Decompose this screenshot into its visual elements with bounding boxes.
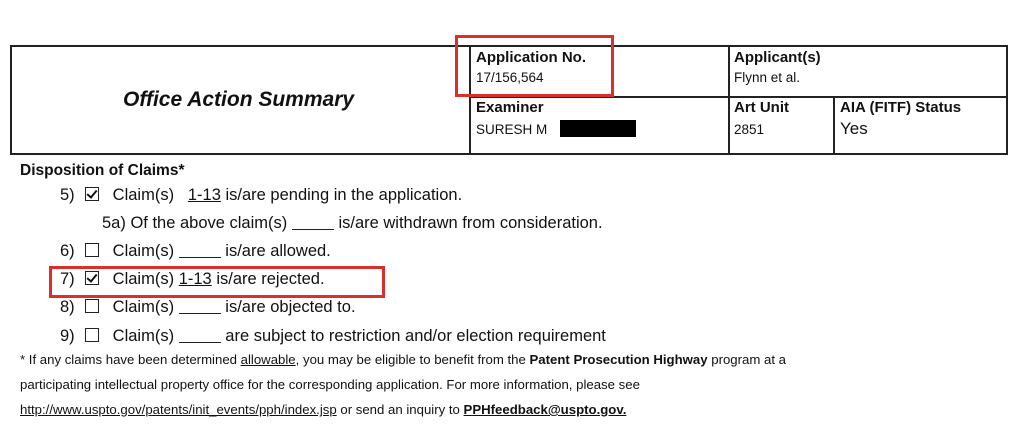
claim-text-before: Of the above claim(s)	[130, 214, 288, 232]
table-left-border	[10, 45, 12, 155]
claim-status-text: is/are allowed.	[225, 242, 331, 260]
footnote-text: * If any claims have been determined	[20, 352, 241, 367]
claim-row-5	[60, 186, 462, 205]
claim-numbers: 1-13	[178, 270, 212, 288]
aia-status-value: Yes	[840, 119, 868, 138]
footnote-line-2: participating intellectual property office for the corresponding application. For more information, please see	[20, 377, 640, 392]
highlight-rejected-claims	[49, 266, 385, 298]
examiner-value: SURESH M	[476, 122, 548, 137]
claim-status-text: is/are pending in the application.	[225, 186, 463, 204]
claim-prefix: Claim(s)	[112, 327, 175, 345]
aia-status-label: AIA (FITF) Status	[840, 99, 962, 116]
footnote-line-1	[20, 352, 786, 367]
claim-numbers: 1-13	[187, 186, 221, 204]
claim-status-text: are subject to restriction and/or election requirement	[225, 327, 606, 345]
table-divider-2	[728, 45, 730, 155]
blank-line	[292, 215, 334, 230]
footnote-text: or send an inquiry to	[336, 402, 464, 417]
examiner-label: Examiner	[476, 99, 544, 116]
redaction-bar	[560, 120, 636, 137]
claim-text-after: is/are withdrawn from consideration.	[338, 214, 603, 232]
checkbox-unchecked-icon[interactable]	[85, 299, 99, 313]
applicants-label: Applicant(s)	[734, 49, 821, 66]
checkbox-unchecked-icon[interactable]	[85, 243, 99, 257]
claim-prefix: Claim(s)	[112, 270, 175, 288]
claim-num: 5a)	[102, 214, 126, 232]
table-bottom-border	[10, 153, 1008, 155]
allowable-term: allowable	[240, 352, 296, 367]
application-no-value: 17/156,564	[476, 70, 544, 85]
applicants-value: Flynn et al.	[734, 70, 801, 85]
claim-num: 5)	[60, 186, 75, 204]
blank-line	[179, 243, 221, 258]
art-unit-label: Art Unit	[734, 99, 789, 116]
claim-prefix: Claim(s)	[112, 186, 175, 204]
pph-program-name: Patent Prosecution Highway	[529, 352, 708, 367]
table-divider-3	[833, 96, 835, 154]
page-title: Office Action Summary	[123, 88, 355, 111]
claim-num: 6)	[60, 242, 75, 260]
claim-row-9	[60, 327, 606, 346]
claim-row-5a	[102, 214, 603, 233]
claim-row-8	[60, 298, 356, 317]
checkbox-checked-icon[interactable]	[85, 187, 99, 201]
claim-prefix: Claim(s)	[112, 298, 175, 316]
footnote-text: program at a	[707, 352, 787, 367]
claim-num: 9)	[60, 327, 75, 345]
claim-num: 8)	[60, 298, 75, 316]
highlight-application-no	[455, 35, 614, 97]
footnote-text: , you may be eligible to benefit from the	[295, 352, 530, 367]
claim-status-text: is/are rejected.	[216, 270, 325, 288]
claim-prefix: Claim(s)	[112, 242, 175, 260]
checkbox-unchecked-icon[interactable]	[85, 328, 99, 342]
pph-link[interactable]: http://www.uspto.gov/patents/init_events/pph/index.jsp	[20, 402, 337, 417]
claim-row-6	[60, 242, 331, 261]
application-no-label: Application No.	[476, 49, 586, 66]
claim-status-text: is/are objected to.	[225, 298, 356, 316]
disposition-heading: Disposition of Claims*	[20, 162, 185, 179]
blank-line	[179, 299, 221, 314]
claim-num: 7)	[60, 270, 75, 288]
art-unit-value: 2851	[734, 122, 765, 137]
blank-line	[179, 328, 221, 343]
table-right-border	[1006, 45, 1008, 155]
pph-email-link[interactable]: PPHfeedback@uspto.gov.	[463, 402, 627, 417]
footnote-line-3	[20, 402, 626, 417]
